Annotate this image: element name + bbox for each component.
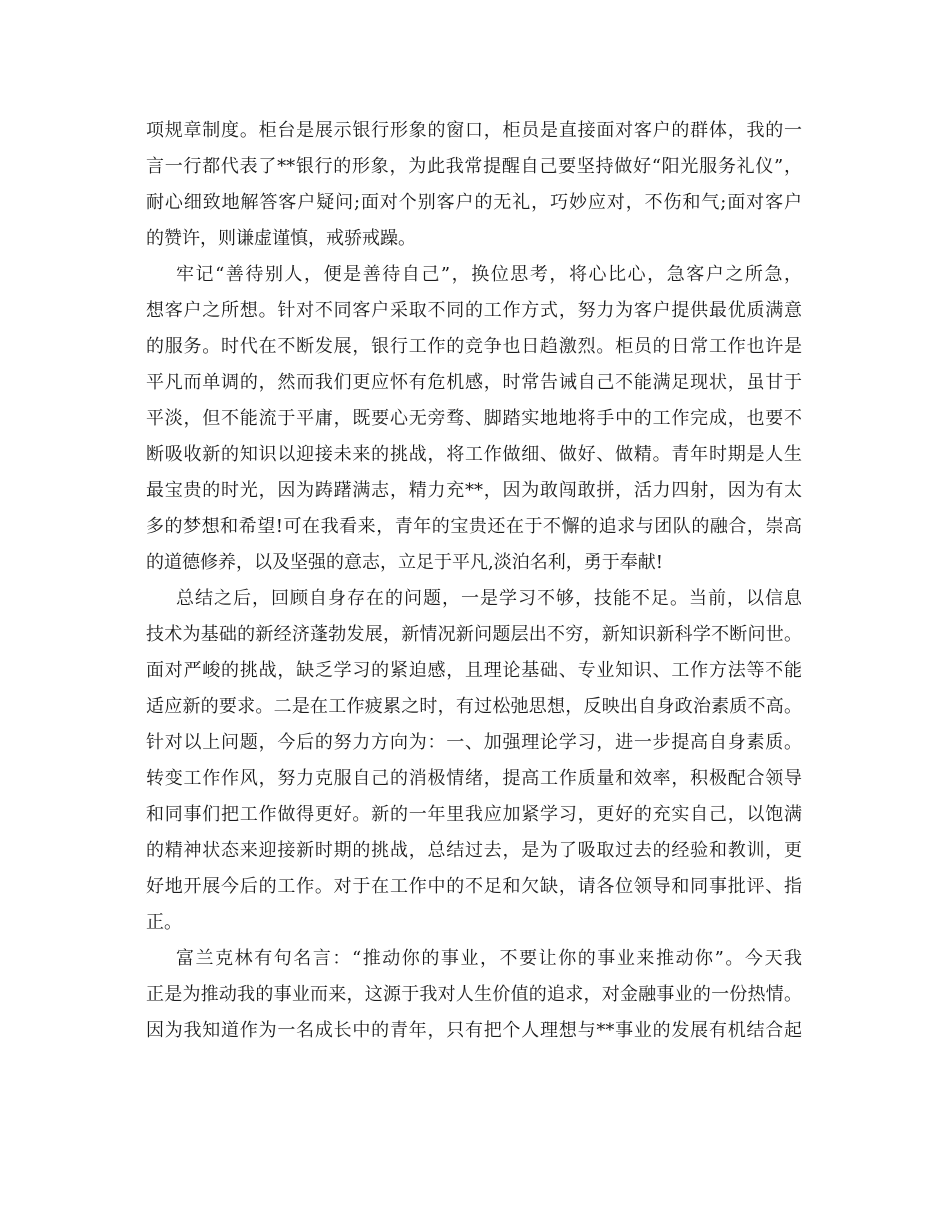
paragraph-3 <box>146 581 802 941</box>
text-line: 耐心细致地解答客户疑问;面对个别客户的无礼，巧妙应对，不伤和气;面对客户 <box>146 192 802 213</box>
paragraph-1 <box>146 113 802 257</box>
text-line: 断吸收新的知识以迎接未来的挑战，将工作做细、做好、做精。青年时期是人生 <box>146 444 802 465</box>
text-line: 想客户之所想。针对不同客户采取不同的工作方式，努力为客户提供最优质满意 <box>146 300 802 321</box>
text-line: 的道德修养，以及坚强的意志，立足于平凡,淡泊名利，勇于奉献! <box>146 552 663 573</box>
text-line: 转变工作作风，努力克服自己的消极情绪，提高工作质量和效率，积极配合领导 <box>146 768 802 789</box>
text-line: 的服务。时代在不断发展，银行工作的竞争也日趋激烈。柜员的日常工作也许是 <box>146 336 802 357</box>
text-line: 牢记“善待别人，便是善待自己”，换位思考，将心比心，急客户之所急， <box>176 264 802 285</box>
text-line: 总结之后，回顾自身存在的问题，一是学习不够，技能不足。当前，以信息 <box>176 588 802 609</box>
text-line: 项规章制度。柜台是展示银行形象的窗口，柜员是直接面对客户的群体，我的一 <box>146 120 802 141</box>
text-line: 因为我知道作为一名成长中的青年，只有把个人理想与**事业的发展有机结合起 <box>146 1020 802 1041</box>
text-line: 最宝贵的时光，因为踌躇满志，精力充**，因为敢闯敢拼，活力四射，因为有太 <box>146 480 802 501</box>
text-line: 面对严峻的挑战，缺乏学习的紧迫感，且理论基础、专业知识、工作方法等不能 <box>146 660 802 681</box>
text-line: 正。 <box>146 912 182 933</box>
text-line: 好地开展今后的工作。对于在工作中的不足和欠缺，请各位领导和同事批评、指 <box>146 876 802 897</box>
text-line: 的赞许，则谦虚谨慎，戒骄戒躁。 <box>146 228 416 249</box>
text-line: 技术为基础的新经济蓬勃发展，新情况新问题层出不穷，新知识新科学不断问世。 <box>146 624 802 645</box>
text-line: 的精神状态来迎接新时期的挑战，总结过去，是为了吸取过去的经验和教训，更 <box>146 840 802 861</box>
text-line: 言一行都代表了**银行的形象，为此我常提醒自己要坚持做好“阳光服务礼仪”， <box>146 156 802 177</box>
text-line: 多的梦想和希望!可在我看来，青年的宝贵还在于不懈的追求与团队的融合，崇高 <box>146 516 802 537</box>
paragraph-4 <box>146 941 802 1049</box>
text-line: 正是为推动我的事业而来，这源于我对人生价值的追求，对金融事业的一份热情。 <box>146 984 802 1005</box>
text-line: 富兰克林有句名言：“推动你的事业，不要让你的事业来推动你”。今天我 <box>176 948 802 969</box>
text-line: 平淡，但不能流于平庸，既要心无旁骛、脚踏实地地将手中的工作完成，也要不 <box>146 408 802 429</box>
text-line: 和同事们把工作做得更好。新的一年里我应加紧学习，更好的充实自己，以饱满 <box>146 804 802 825</box>
text-line: 针对以上问题，今后的努力方向为：一、加强理论学习，进一步提高自身素质。 <box>146 732 802 753</box>
text-line: 适应新的要求。二是在工作疲累之时，有过松弛思想，反映出自身政治素质不高。 <box>146 696 802 717</box>
document-body <box>146 113 802 1049</box>
text-line: 平凡而单调的，然而我们更应怀有危机感，时常告诫自己不能满足现状，虽甘于 <box>146 372 802 393</box>
paragraph-2 <box>146 257 802 581</box>
